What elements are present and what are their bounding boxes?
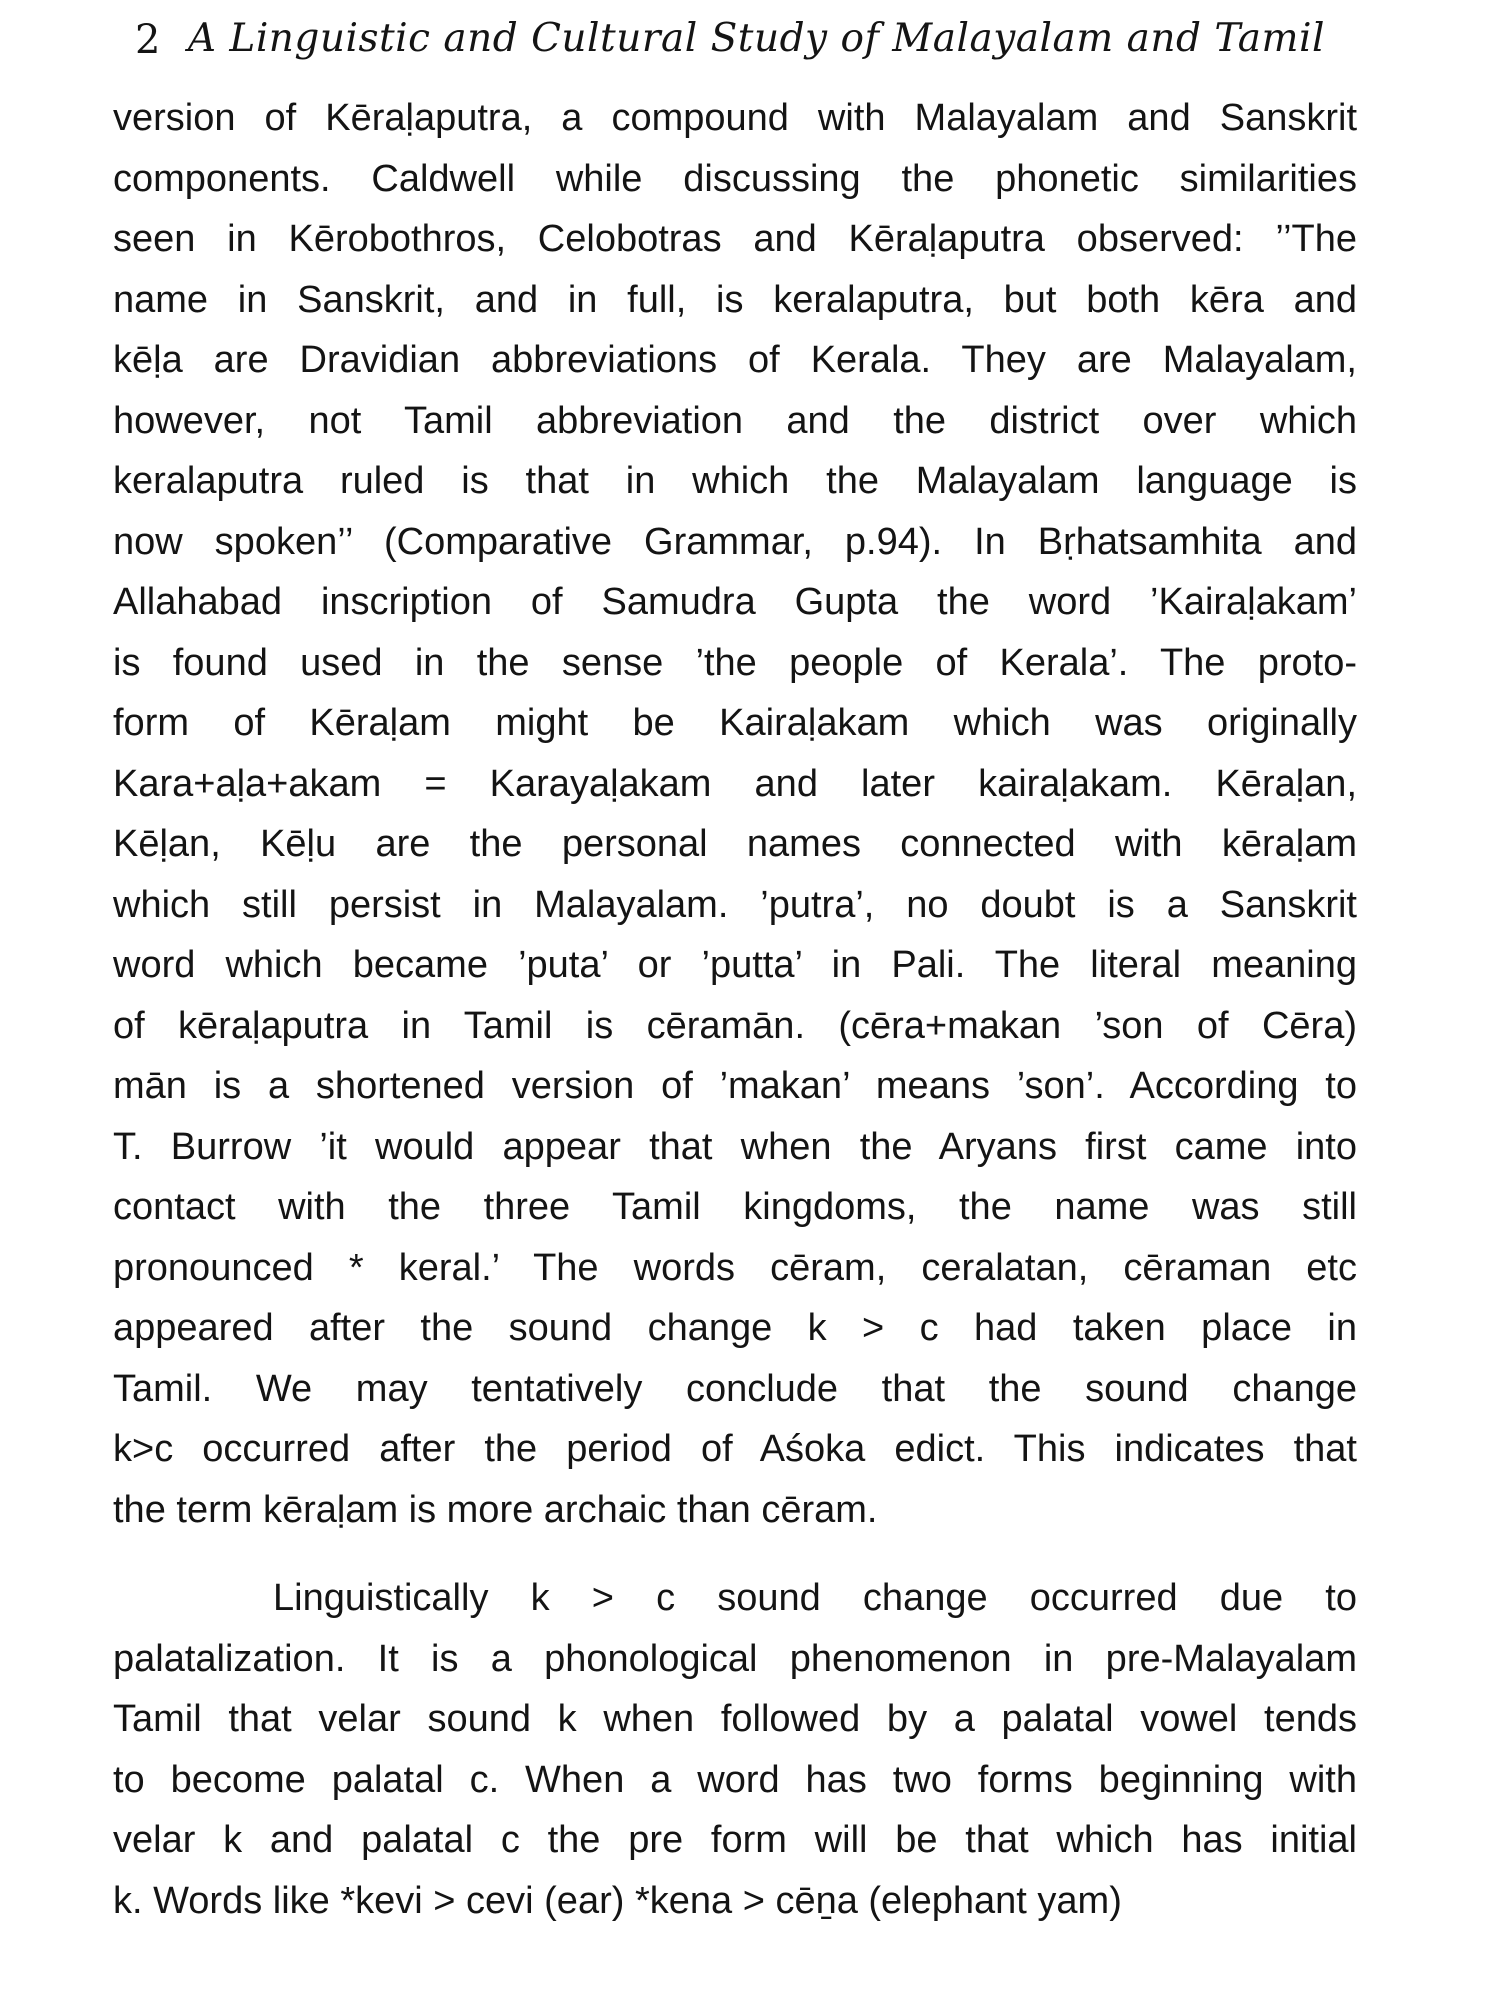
page-number: 2 — [135, 17, 161, 63]
text-line: however, not Tamil abbreviation and the district over which — [113, 399, 1357, 442]
paragraph — [113, 1568, 1357, 1931]
body-text — [113, 88, 1357, 1931]
text-line: contact with the three Tamil kingdoms, the name was still — [113, 1186, 1357, 1228]
text-line: name in Sanskrit, and in full, is keralaputra, but both kēra and — [113, 278, 1357, 321]
text-line: components. Caldwell while discussing the phonetic similarities — [113, 157, 1357, 200]
text-line: form of Kēraḷam might be Kairaḷakam which was originally — [113, 702, 1357, 744]
text-line: the term kēraḷam is more archaic than cēram. — [113, 1488, 878, 1531]
text-line: of kēraḷaputra in Tamil is cēramān. (cēra+makan ’son of Cēra) — [113, 1004, 1357, 1047]
text-line: kēḷa are Dravidian abbreviations of Kerala. They are Malayalam, — [113, 339, 1357, 381]
text-line: word which became ’puta’ or ’putta’ in Pali. The literal meaning — [113, 944, 1357, 986]
text-line: to become palatal c. When a word has two forms beginning with — [113, 1758, 1357, 1801]
text-line: velar k and palatal c the pre form will be that which has initial — [113, 1819, 1357, 1861]
paragraph — [113, 88, 1357, 1540]
text-line: Kara+aḷa+akam = Karayaḷakam and later kairaḷakam. Kēraḷan, — [113, 762, 1357, 805]
text-line: keralaputra ruled is that in which the Malayalam language is — [113, 460, 1357, 502]
text-line: Tamil that velar sound k when followed by a palatal vowel tends — [113, 1698, 1357, 1740]
text-line: seen in Kērobothros, Celobotras and Kēraḷaputra observed: ’’The — [113, 218, 1357, 260]
text-line: Linguistically k > c sound change occurred due to — [273, 1577, 1357, 1619]
text-line: pronounced * keral.’ The words cēram, ceralatan, cēraman etc — [113, 1246, 1357, 1289]
text-line: T. Burrow ’it would appear that when the Aryans first came into — [113, 1125, 1357, 1168]
text-line: Allahabad inscription of Samudra Gupta the word ’Kairaḷakam’ — [113, 581, 1357, 623]
text-line: k. Words like *kevi > cevi (ear) *kena > cēṉa (elephant yam) — [113, 1879, 1122, 1922]
text-line: Tamil. We may tentatively conclude that the sound change — [113, 1367, 1357, 1410]
text-line: palatalization. It is a phonological phenomenon in pre-Malayalam — [113, 1637, 1357, 1680]
page-header — [113, 14, 1325, 68]
text-line: k>c occurred after the period of Aśoka edict. This indicates that — [113, 1428, 1357, 1470]
text-line: appeared after the sound change k > c had taken place in — [113, 1307, 1357, 1349]
text-line: now spoken’’ (Comparative Grammar, p.94). In Bṛhatsamhita and — [113, 520, 1357, 563]
text-line: Kēḷan, Kēḷu are the personal names connected with kēraḷam — [113, 823, 1357, 865]
text-line: is found used in the sense ’the people of Kerala’. The proto- — [113, 641, 1357, 684]
running-title: A Linguistic and Cultural Study of Malayalam and Tamil — [187, 16, 1325, 61]
text-line: mān is a shortened version of ’makan’ means ’son’. According to — [113, 1065, 1357, 1107]
text-line: which still persist in Malayalam. ’putra’, no doubt is a Sanskrit — [113, 883, 1357, 926]
text-line: version of Kēraḷaputra, a compound with Malayalam and Sanskrit — [113, 97, 1357, 139]
